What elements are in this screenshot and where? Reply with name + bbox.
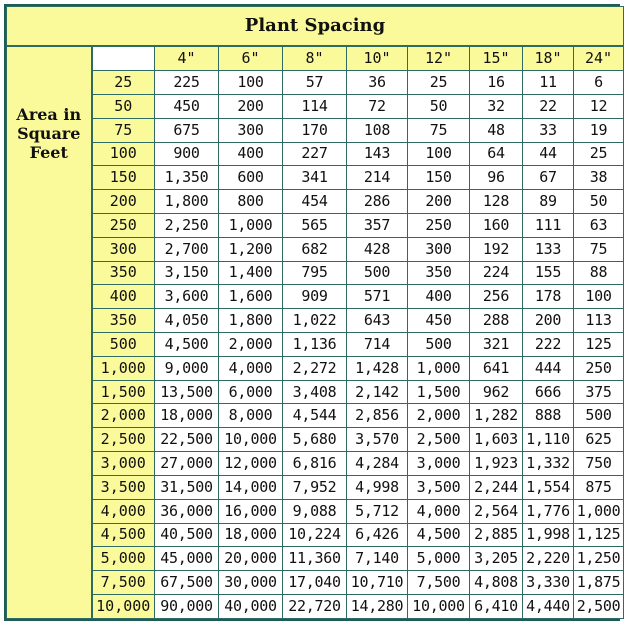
- plant-count-cell: 170: [283, 118, 347, 142]
- plant-count-cell: 9,088: [283, 499, 347, 523]
- plant-count-cell: 63: [574, 213, 624, 237]
- plant-count-cell: 108: [347, 118, 408, 142]
- plant-count-cell: 1,400: [219, 261, 283, 285]
- plant-count-cell: 143: [347, 142, 408, 166]
- area-cell: 350: [92, 261, 155, 285]
- plant-count-cell: 88: [574, 261, 624, 285]
- plant-count-cell: 909: [283, 285, 347, 309]
- plant-count-cell: 6: [574, 71, 624, 95]
- plant-count-cell: 1,125: [574, 523, 624, 547]
- table-row: [7, 237, 624, 261]
- plant-count-cell: 500: [574, 404, 624, 428]
- table-row: [7, 94, 624, 118]
- plant-count-cell: 400: [219, 142, 283, 166]
- plant-count-cell: 12,000: [219, 452, 283, 476]
- plant-count-cell: 500: [347, 261, 408, 285]
- plant-count-cell: 1,282: [470, 404, 523, 428]
- plant-count-cell: 1,000: [219, 213, 283, 237]
- table-row: [7, 475, 624, 499]
- area-cell: 300: [92, 237, 155, 261]
- table-row: [7, 118, 624, 142]
- area-cell: 2,500: [92, 428, 155, 452]
- plant-count-cell: 11: [523, 71, 574, 95]
- plant-count-cell: 14,280: [347, 594, 408, 618]
- plant-count-cell: 11,360: [283, 547, 347, 571]
- plant-count-cell: 200: [523, 309, 574, 333]
- plant-count-cell: 2,500: [574, 594, 624, 618]
- plant-count-cell: 1,998: [523, 523, 574, 547]
- plant-count-cell: 200: [219, 94, 283, 118]
- plant-count-cell: 450: [408, 309, 470, 333]
- plant-count-cell: 2,250: [155, 213, 219, 237]
- area-cell: 1,000: [92, 356, 155, 380]
- plant-count-cell: 714: [347, 333, 408, 357]
- plant-count-cell: 22: [523, 94, 574, 118]
- plant-count-cell: 1,250: [574, 547, 624, 571]
- plant-count-cell: 111: [523, 213, 574, 237]
- plant-count-cell: 128: [470, 190, 523, 214]
- table-row: [7, 499, 624, 523]
- plant-count-cell: 2,272: [283, 356, 347, 380]
- plant-count-cell: 20,000: [219, 547, 283, 571]
- plant-count-cell: 10,000: [408, 594, 470, 618]
- plant-count-cell: 32: [470, 94, 523, 118]
- plant-count-cell: 341: [283, 166, 347, 190]
- area-cell: 200: [92, 190, 155, 214]
- plant-count-cell: 400: [408, 285, 470, 309]
- table-row: [7, 428, 624, 452]
- plant-count-cell: 1,500: [408, 380, 470, 404]
- plant-count-cell: 3,150: [155, 261, 219, 285]
- plant-count-cell: 40,500: [155, 523, 219, 547]
- plant-spacing-table-frame: [4, 4, 620, 621]
- plant-count-cell: 1,875: [574, 571, 624, 595]
- plant-count-cell: 150: [408, 166, 470, 190]
- plant-count-cell: 250: [408, 213, 470, 237]
- plant-count-cell: 160: [470, 213, 523, 237]
- plant-count-cell: 300: [408, 237, 470, 261]
- plant-count-cell: 2,142: [347, 380, 408, 404]
- plant-count-cell: 178: [523, 285, 574, 309]
- area-cell: 4,500: [92, 523, 155, 547]
- plant-count-cell: 4,500: [155, 333, 219, 357]
- plant-count-cell: 222: [523, 333, 574, 357]
- spacing-header: 8": [283, 46, 347, 71]
- plant-count-cell: 25: [408, 71, 470, 95]
- plant-count-cell: 675: [155, 118, 219, 142]
- plant-count-cell: 1,332: [523, 452, 574, 476]
- plant-count-cell: 1,603: [470, 428, 523, 452]
- plant-count-cell: 22,720: [283, 594, 347, 618]
- plant-count-cell: 256: [470, 285, 523, 309]
- plant-count-cell: 96: [470, 166, 523, 190]
- plant-count-cell: 4,000: [219, 356, 283, 380]
- plant-count-cell: 16: [470, 71, 523, 95]
- area-cell: 10,000: [92, 594, 155, 618]
- plant-count-cell: 36,000: [155, 499, 219, 523]
- table-row: [7, 380, 624, 404]
- area-cell: 75: [92, 118, 155, 142]
- plant-count-cell: 888: [523, 404, 574, 428]
- plant-count-cell: 67: [523, 166, 574, 190]
- plant-count-cell: 31,500: [155, 475, 219, 499]
- plant-count-cell: 6,410: [470, 594, 523, 618]
- table-row: [7, 309, 624, 333]
- plant-count-cell: 18,000: [155, 404, 219, 428]
- plant-count-cell: 114: [283, 94, 347, 118]
- area-cell: 150: [92, 166, 155, 190]
- table-row: [7, 523, 624, 547]
- plant-count-cell: 214: [347, 166, 408, 190]
- plant-count-cell: 3,570: [347, 428, 408, 452]
- area-axis-label-line-1: Area in: [16, 105, 82, 124]
- plant-count-cell: 795: [283, 261, 347, 285]
- plant-count-cell: 4,440: [523, 594, 574, 618]
- plant-count-cell: 30,000: [219, 571, 283, 595]
- table-row: [7, 356, 624, 380]
- plant-count-cell: 2,500: [408, 428, 470, 452]
- plant-count-cell: 625: [574, 428, 624, 452]
- table-title: Plant Spacing: [7, 7, 624, 47]
- plant-count-cell: 227: [283, 142, 347, 166]
- table-row: [7, 166, 624, 190]
- plant-count-cell: 1,923: [470, 452, 523, 476]
- plant-count-cell: 250: [574, 356, 624, 380]
- spacing-header: 24": [574, 46, 624, 71]
- area-axis-label-line-2: Square: [17, 124, 81, 144]
- plant-count-cell: 38: [574, 166, 624, 190]
- plant-count-cell: 1,000: [574, 499, 624, 523]
- plant-count-cell: 10,000: [219, 428, 283, 452]
- table-row: [7, 571, 624, 595]
- plant-count-cell: 7,140: [347, 547, 408, 571]
- plant-count-cell: 3,408: [283, 380, 347, 404]
- plant-count-cell: 7,952: [283, 475, 347, 499]
- plant-count-cell: 1,776: [523, 499, 574, 523]
- plant-count-cell: 1,022: [283, 309, 347, 333]
- plant-count-cell: 40,000: [219, 594, 283, 618]
- plant-count-cell: 4,808: [470, 571, 523, 595]
- spacing-header: 4": [155, 46, 219, 71]
- plant-count-cell: 682: [283, 237, 347, 261]
- plant-count-cell: 286: [347, 190, 408, 214]
- plant-count-cell: 75: [574, 237, 624, 261]
- area-cell: 1,500: [92, 380, 155, 404]
- area-axis-label: [7, 46, 92, 619]
- area-cell: 7,500: [92, 571, 155, 595]
- area-cell: 400: [92, 285, 155, 309]
- plant-count-cell: 12: [574, 94, 624, 118]
- plant-count-cell: 357: [347, 213, 408, 237]
- plant-count-cell: 3,000: [408, 452, 470, 476]
- plant-count-cell: 100: [219, 71, 283, 95]
- plant-count-cell: 2,244: [470, 475, 523, 499]
- plant-count-cell: 300: [219, 118, 283, 142]
- plant-count-cell: 1,800: [219, 309, 283, 333]
- plant-count-cell: 4,544: [283, 404, 347, 428]
- plant-count-cell: 5,000: [408, 547, 470, 571]
- plant-count-cell: 750: [574, 452, 624, 476]
- table-row: [7, 142, 624, 166]
- table-row: [7, 452, 624, 476]
- plant-count-cell: 9,000: [155, 356, 219, 380]
- plant-count-cell: 1,350: [155, 166, 219, 190]
- plant-count-cell: 2,000: [219, 333, 283, 357]
- plant-count-cell: 5,712: [347, 499, 408, 523]
- plant-count-cell: 22,500: [155, 428, 219, 452]
- plant-count-cell: 133: [523, 237, 574, 261]
- plant-count-cell: 4,284: [347, 452, 408, 476]
- plant-count-cell: 50: [408, 94, 470, 118]
- plant-count-cell: 113: [574, 309, 624, 333]
- plant-count-cell: 44: [523, 142, 574, 166]
- plant-count-cell: 2,856: [347, 404, 408, 428]
- plant-count-cell: 375: [574, 380, 624, 404]
- plant-count-cell: 444: [523, 356, 574, 380]
- plant-count-cell: 45,000: [155, 547, 219, 571]
- plant-count-cell: 2,885: [470, 523, 523, 547]
- plant-count-cell: 100: [574, 285, 624, 309]
- plant-count-cell: 3,330: [523, 571, 574, 595]
- plant-count-cell: 1,000: [408, 356, 470, 380]
- plant-count-cell: 48: [470, 118, 523, 142]
- table-row: [7, 547, 624, 571]
- plant-count-cell: 4,000: [408, 499, 470, 523]
- plant-count-cell: 72: [347, 94, 408, 118]
- plant-count-cell: 224: [470, 261, 523, 285]
- plant-count-cell: 1,554: [523, 475, 574, 499]
- plant-count-cell: 2,700: [155, 237, 219, 261]
- plant-count-cell: 19: [574, 118, 624, 142]
- table-row: [7, 333, 624, 357]
- table-row: [7, 404, 624, 428]
- plant-count-cell: 67,500: [155, 571, 219, 595]
- plant-count-cell: 89: [523, 190, 574, 214]
- plant-count-cell: 200: [408, 190, 470, 214]
- area-cell: 100: [92, 142, 155, 166]
- area-cell: 350: [92, 309, 155, 333]
- plant-count-cell: 454: [283, 190, 347, 214]
- plant-count-cell: 875: [574, 475, 624, 499]
- plant-count-cell: 75: [408, 118, 470, 142]
- plant-count-cell: 57: [283, 71, 347, 95]
- area-cell: 4,000: [92, 499, 155, 523]
- plant-count-cell: 600: [219, 166, 283, 190]
- plant-count-cell: 18,000: [219, 523, 283, 547]
- plant-count-cell: 16,000: [219, 499, 283, 523]
- plant-count-cell: 50: [574, 190, 624, 214]
- plant-count-cell: 3,205: [470, 547, 523, 571]
- area-axis-label-line-3: Feet: [29, 143, 68, 163]
- plant-count-cell: 3,500: [408, 475, 470, 499]
- plant-count-cell: 666: [523, 380, 574, 404]
- plant-count-cell: 27,000: [155, 452, 219, 476]
- plant-count-cell: 1,136: [283, 333, 347, 357]
- plant-count-cell: 225: [155, 71, 219, 95]
- plant-count-cell: 3,600: [155, 285, 219, 309]
- plant-count-cell: 2,564: [470, 499, 523, 523]
- plant-count-cell: 962: [470, 380, 523, 404]
- plant-count-cell: 17,040: [283, 571, 347, 595]
- table-row: [7, 190, 624, 214]
- plant-count-cell: 10,710: [347, 571, 408, 595]
- area-cell: 250: [92, 213, 155, 237]
- plant-count-cell: 6,426: [347, 523, 408, 547]
- plant-count-cell: 900: [155, 142, 219, 166]
- plant-count-cell: 641: [470, 356, 523, 380]
- plant-count-cell: 100: [408, 142, 470, 166]
- plant-count-cell: 64: [470, 142, 523, 166]
- area-cell: 3,000: [92, 452, 155, 476]
- plant-count-cell: 571: [347, 285, 408, 309]
- spacing-header: 18": [523, 46, 574, 71]
- spacing-header: 15": [470, 46, 523, 71]
- plant-count-cell: 565: [283, 213, 347, 237]
- plant-count-cell: 1,800: [155, 190, 219, 214]
- plant-count-cell: 33: [523, 118, 574, 142]
- plant-spacing-table: [6, 6, 624, 619]
- plant-count-cell: 25: [574, 142, 624, 166]
- table-row: [7, 285, 624, 309]
- plant-count-cell: 8,000: [219, 404, 283, 428]
- plant-count-cell: 428: [347, 237, 408, 261]
- plant-count-cell: 800: [219, 190, 283, 214]
- plant-count-cell: 7,500: [408, 571, 470, 595]
- plant-count-cell: 6,816: [283, 452, 347, 476]
- area-cell: 2,000: [92, 404, 155, 428]
- area-cell: 5,000: [92, 547, 155, 571]
- table-row: [7, 594, 624, 618]
- plant-count-cell: 192: [470, 237, 523, 261]
- plant-count-cell: 4,050: [155, 309, 219, 333]
- plant-count-cell: 6,000: [219, 380, 283, 404]
- corner-cell: [92, 46, 155, 71]
- table-row: [7, 71, 624, 95]
- plant-count-cell: 1,200: [219, 237, 283, 261]
- plant-count-cell: 13,500: [155, 380, 219, 404]
- plant-count-cell: 1,428: [347, 356, 408, 380]
- spacing-header: 10": [347, 46, 408, 71]
- spacing-header: 6": [219, 46, 283, 71]
- plant-count-cell: 450: [155, 94, 219, 118]
- plant-count-cell: 4,998: [347, 475, 408, 499]
- plant-count-cell: 90,000: [155, 594, 219, 618]
- area-cell: 25: [92, 71, 155, 95]
- plant-count-cell: 36: [347, 71, 408, 95]
- plant-count-cell: 1,110: [523, 428, 574, 452]
- plant-count-cell: 10,224: [283, 523, 347, 547]
- plant-count-cell: 155: [523, 261, 574, 285]
- plant-count-cell: 2,220: [523, 547, 574, 571]
- plant-count-cell: 2,000: [408, 404, 470, 428]
- area-cell: 50: [92, 94, 155, 118]
- plant-count-cell: 288: [470, 309, 523, 333]
- plant-count-cell: 350: [408, 261, 470, 285]
- plant-count-cell: 643: [347, 309, 408, 333]
- area-cell: 3,500: [92, 475, 155, 499]
- plant-count-cell: 5,680: [283, 428, 347, 452]
- plant-count-cell: 4,500: [408, 523, 470, 547]
- area-cell: 500: [92, 333, 155, 357]
- spacing-header: 12": [408, 46, 470, 71]
- table-row: [7, 213, 624, 237]
- table-row: [7, 261, 624, 285]
- plant-count-cell: 500: [408, 333, 470, 357]
- plant-count-cell: 14,000: [219, 475, 283, 499]
- plant-count-cell: 321: [470, 333, 523, 357]
- plant-count-cell: 125: [574, 333, 624, 357]
- plant-count-cell: 1,600: [219, 285, 283, 309]
